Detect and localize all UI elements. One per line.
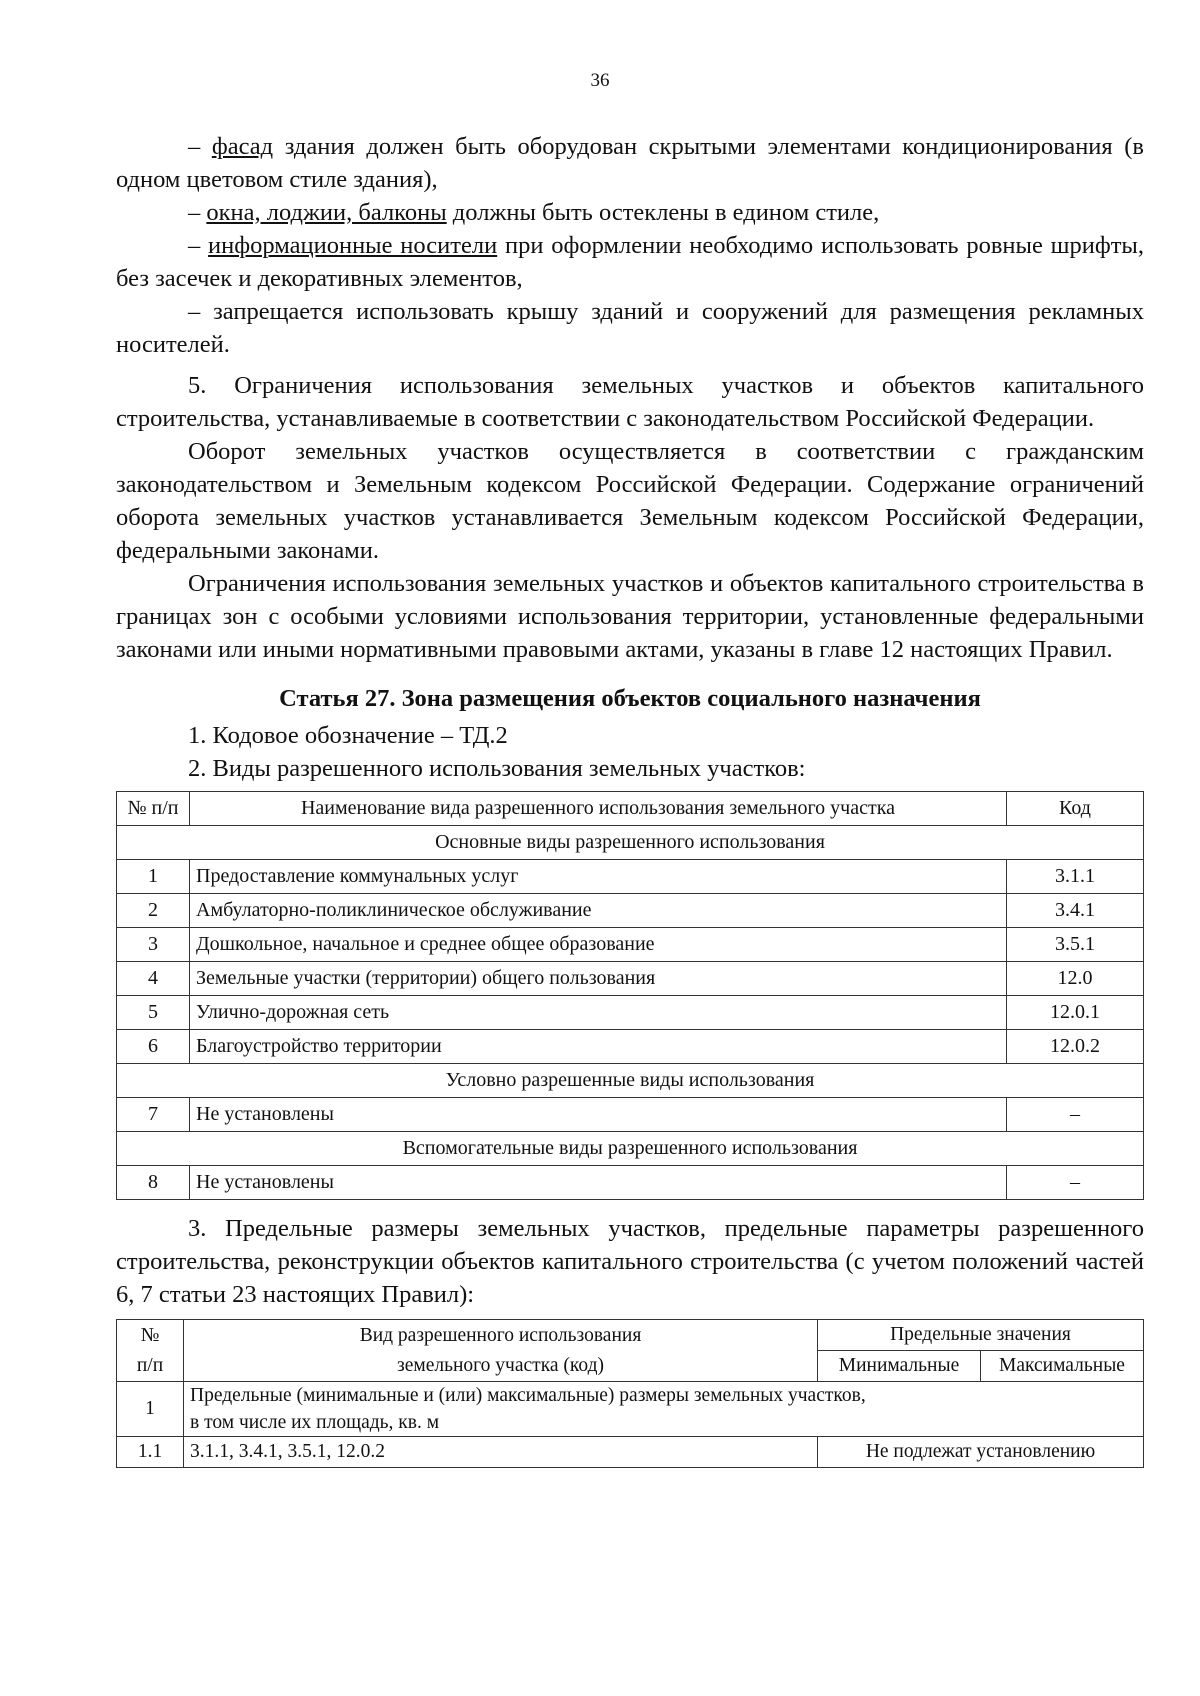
cell-name: Амбулаторно-поликлиническое обслуживание — [190, 894, 1007, 928]
cell-num: 2 — [117, 894, 190, 928]
header-num: № п/п — [117, 792, 190, 826]
header-code: Код — [1007, 792, 1144, 826]
table-row — [117, 1030, 1144, 1064]
usage-types-table — [116, 791, 1144, 1200]
cell-name: Благоустройство территории — [190, 1030, 1007, 1064]
cell-name: Предоставление коммунальных услуг — [190, 860, 1007, 894]
cell-num: 1 — [117, 1382, 184, 1437]
table-header-row — [117, 1320, 1144, 1351]
paragraph-oborot: Оборот земельных участков осуществляется в соответствии с гражданским законодательством и Земельным кодексом Российской Федерации. Содержание ограничений оборота земельных участков устанавливается Земельным кодексом Российской Федерации, федеральными законами. — [116, 438, 1144, 564]
section-row — [117, 1132, 1144, 1166]
cell-num: 1 — [117, 860, 190, 894]
list-item: – окна, лоджии, балконы должны быть остеклены в едином стиле, — [188, 199, 880, 226]
cell-code: 3.4.1 — [1007, 894, 1144, 928]
cell-name: Улично-дорожная сеть — [190, 996, 1007, 1030]
cell-code: 3.1.1 — [1007, 860, 1144, 894]
cell-name: Дошкольное, начальное и среднее общее образование — [190, 928, 1007, 962]
table-row — [117, 1166, 1144, 1200]
list-item: – фасад здания должен быть оборудован скрытыми элементами кондиционирования (в одном цветовом стиле здания), — [116, 133, 1145, 193]
header-limits: Предельные значения — [818, 1320, 1144, 1351]
cell-num: 8 — [117, 1166, 190, 1200]
table-row — [117, 860, 1144, 894]
cell-name: Земельные участки (территории) общего пользования — [190, 962, 1007, 996]
list-item: – запрещается использовать крышу зданий и сооружений для размещения рекламных носителей. — [116, 298, 1144, 358]
cell-code: – — [1007, 1166, 1144, 1200]
cell-text: Предельные (минимальные и (или) максимальные) размеры земельных участков, в том числе их площадь, кв. м — [184, 1382, 1144, 1437]
cell-num: 6 — [117, 1030, 190, 1064]
cell-code: 3.5.1 — [1007, 928, 1144, 962]
cell-codes: 3.1.1, 3.4.1, 3.5.1, 12.0.2 — [184, 1437, 818, 1468]
cell-num: 3 — [117, 928, 190, 962]
header-num: № п/п — [117, 1320, 184, 1382]
table-row — [117, 894, 1144, 928]
header-name: Наименование вида разрешенного использования земельного участка — [190, 792, 1007, 826]
cell-num: 4 — [117, 962, 190, 996]
cell-code: – — [1007, 1098, 1144, 1132]
cell-value: Не подлежат установлению — [818, 1437, 1144, 1468]
article-heading: Статья 27. Зона размещения объектов социального назначения — [279, 685, 981, 712]
section-auxiliary: Вспомогательные виды разрешенного использования — [117, 1132, 1144, 1166]
cell-num: 7 — [117, 1098, 190, 1132]
item-usage-types: 2. Виды разрешенного использования земельных участков: — [188, 755, 806, 782]
header-min: Минимальные — [818, 1351, 981, 1382]
item-code: 1. Кодовое обозначение – ТД.2 — [188, 722, 508, 749]
page-number: 36 — [590, 70, 610, 91]
table-header-row — [117, 792, 1144, 826]
section-conditional: Условно разрешенные виды использования — [117, 1064, 1144, 1098]
cell-num: 1.1 — [117, 1437, 184, 1468]
document-body — [116, 130, 1144, 1468]
cell-code: 12.0.1 — [1007, 996, 1144, 1030]
cell-name: Не установлены — [190, 1098, 1007, 1132]
section-row — [117, 826, 1144, 860]
table-row — [117, 928, 1144, 962]
paragraph-limits: Ограничения использования земельных участков и объектов капитального строительства в границах зон с особыми условиями использования территории, установленные федеральными законами или иными нормативными правовыми актами, указаны в главе 12 настоящих Правил. — [116, 570, 1144, 663]
table-row — [117, 962, 1144, 996]
section-main: Основные виды разрешенного использования — [117, 826, 1144, 860]
table-row — [117, 1098, 1144, 1132]
cell-code: 12.0.2 — [1007, 1030, 1144, 1064]
cell-num: 5 — [117, 996, 190, 1030]
paragraph-5: 5. Ограничения использования земельных участков и объектов капитального строительства, устанавливаемые в соответствии с законодательством Российской Федерации. — [116, 372, 1144, 432]
table-row — [117, 996, 1144, 1030]
table-row — [117, 1382, 1144, 1437]
paragraph-3: 3. Предельные размеры земельных участков, предельные параметры разрешенного строительства, реконструкции объектов капитального строительства (с учетом положений частей 6, 7 статьи 23 настоящих Правил): — [116, 1215, 1144, 1308]
limits-table — [116, 1319, 1144, 1468]
table-row — [117, 1437, 1144, 1468]
cell-code: 12.0 — [1007, 962, 1144, 996]
header-kind: Вид разрешенного использования земельного участка (код) — [184, 1320, 818, 1382]
section-row — [117, 1064, 1144, 1098]
header-max: Максимальные — [981, 1351, 1144, 1382]
cell-name: Не установлены — [190, 1166, 1007, 1200]
list-item: – информационные носители при оформлении необходимо использовать ровные шрифты, без засечек и декоративных элементов, — [116, 232, 1145, 292]
